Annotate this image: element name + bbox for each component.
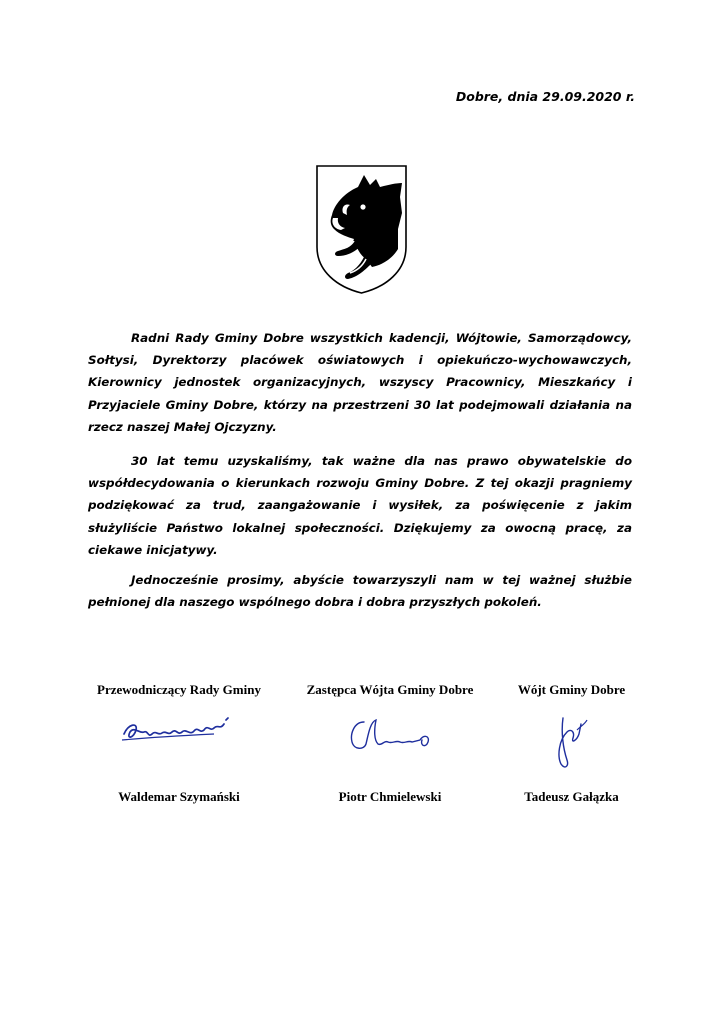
handwritten-signature-icon — [330, 710, 450, 756]
signatory-title: Przewodniczący Rady Gminy — [97, 682, 261, 697]
signatory-title: Zastępca Wójta Gminy Dobre — [306, 682, 474, 697]
signatory-mayor — [494, 682, 649, 804]
paragraph-3: Jednocześnie prosimy, abyście towarzyszyli nam w tej ważnej służbie pełnionej dla naszego wspólnego dobra i dobra przyszłych pokoleń. — [88, 573, 632, 610]
paragraph-2: 30 lat temu uzyskaliśmy, tak ważne dla nas prawo obywatelskie do współdecydowania o kierunkach rozwoju Gminy Dobre. Z tej okazji pragniemy podziękować za trud, zaangażowanie i wysiłek, za poświęcenie z jakim służyliście Państwo lokalnej społeczności. Dziękujemy za owocną pracę, za ciekawe inicjatywy. — [88, 454, 632, 557]
signatory-title: Wójt Gminy Dobre — [517, 682, 626, 697]
signatory-name: Tadeusz Gałązka — [524, 789, 619, 804]
signatory-name: Piotr Chmielewski — [338, 789, 442, 804]
signatory-deputy-mayor — [290, 682, 490, 804]
boar-coat-of-arms-icon — [314, 163, 409, 295]
signatory-name: Waldemar Szymański — [118, 789, 240, 804]
handwritten-signature-icon — [114, 710, 244, 750]
signatory-chairman — [84, 682, 274, 804]
date-line: Dobre, dnia 29.09.2020 r. — [455, 89, 635, 104]
handwritten-signature-icon — [537, 710, 607, 776]
paragraph-1: Radni Rady Gminy Dobre wszystkich kadencji, Wójtowie, Samorządowcy, Sołtysi, Dyrektorzy placówek oświatowych i opiekuńczo-wychowawczych, Kierownicy jednostek organizacyjnych, wszyscy Pracownicy, Mieszkańcy i Przyjaciele Gminy Dobre, którzy na przestrzeni 30 lat podejmowali działania na rzecz naszej Małej Ojczyzny. — [88, 331, 632, 434]
